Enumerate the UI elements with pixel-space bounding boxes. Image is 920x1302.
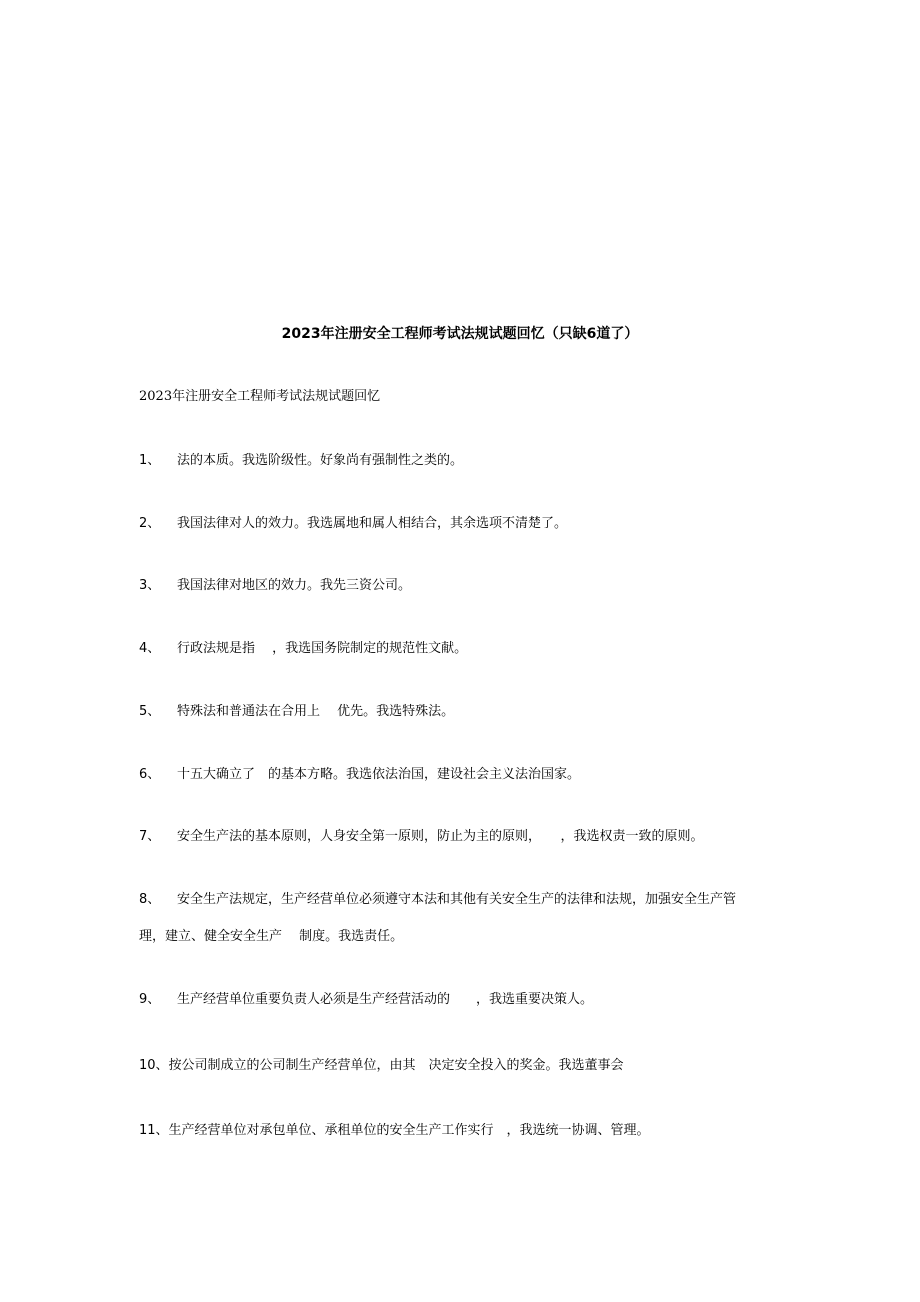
question-item xyxy=(139,514,789,534)
question-text: 我国法律对地区的效力。我先三资公司。 xyxy=(177,578,412,593)
question-number: 8、 xyxy=(139,892,161,907)
question-text: 按公司制成立的公司制生产经营单位，由其 决定安全投入的奖金。我选董事会 xyxy=(168,1058,624,1073)
question-number: 4、 xyxy=(139,641,161,656)
question-item xyxy=(139,639,789,659)
question-item xyxy=(139,576,789,596)
question-number: 5、 xyxy=(139,704,161,719)
question-item xyxy=(139,702,789,722)
question-text: 生产经营单位重要负责人必须是生产经营活动的 ，我选重要决策人。 xyxy=(177,992,594,1007)
question-number: 7、 xyxy=(139,829,161,844)
question-text: 生产经营单位对承包单位、承租单位的安全生产工作实行 ，我选统一协调、管理。 xyxy=(168,1123,650,1138)
question-number: 1、 xyxy=(139,453,161,468)
question-text: 安全生产法规定，生产经营单位必须遵守本法和其他有关安全生产的法律和法规，加强安全生产管 xyxy=(177,892,737,907)
question-text: 我国法律对人的效力。我选属地和属人相结合，其余选项不清楚了。 xyxy=(177,516,568,531)
question-text: 安全生产法的基本原则，人身安全第一原则，防止为主的原则， ，我选权责一致的原则。 xyxy=(177,829,704,844)
document-subtitle: 2023年注册安全工程师考试法规试题回忆 xyxy=(139,389,381,404)
question-item xyxy=(139,827,789,847)
question-item xyxy=(139,1121,789,1141)
question-text: 法的本质。我选阶级性。好象尚有强制性之类的。 xyxy=(177,453,464,468)
question-item xyxy=(139,890,789,947)
question-text: 行政法规是指 ，我选国务院制定的规范性文献。 xyxy=(177,641,468,656)
question-text: 特殊法和普通法在合用上 优先。我选特殊法。 xyxy=(177,704,455,719)
question-number: 9、 xyxy=(139,992,161,1007)
question-text-continued: 理，建立、健全安全生产 制度。我选责任。 xyxy=(139,929,404,944)
question-number: 6、 xyxy=(139,767,161,782)
question-number: 2、 xyxy=(139,516,161,531)
question-item xyxy=(139,1056,789,1076)
question-text: 十五大确立了 的基本方略。我选依法治国，建设社会主义法治国家。 xyxy=(177,767,581,782)
question-item xyxy=(139,990,789,1010)
question-item xyxy=(139,765,789,785)
question-number: 3、 xyxy=(139,578,161,593)
question-number: 10、 xyxy=(139,1058,169,1073)
question-number: 11、 xyxy=(139,1123,169,1138)
document-title: 2023年注册安全工程师考试法规试题回忆（只缺6道了） xyxy=(281,326,639,342)
question-item xyxy=(139,451,789,471)
